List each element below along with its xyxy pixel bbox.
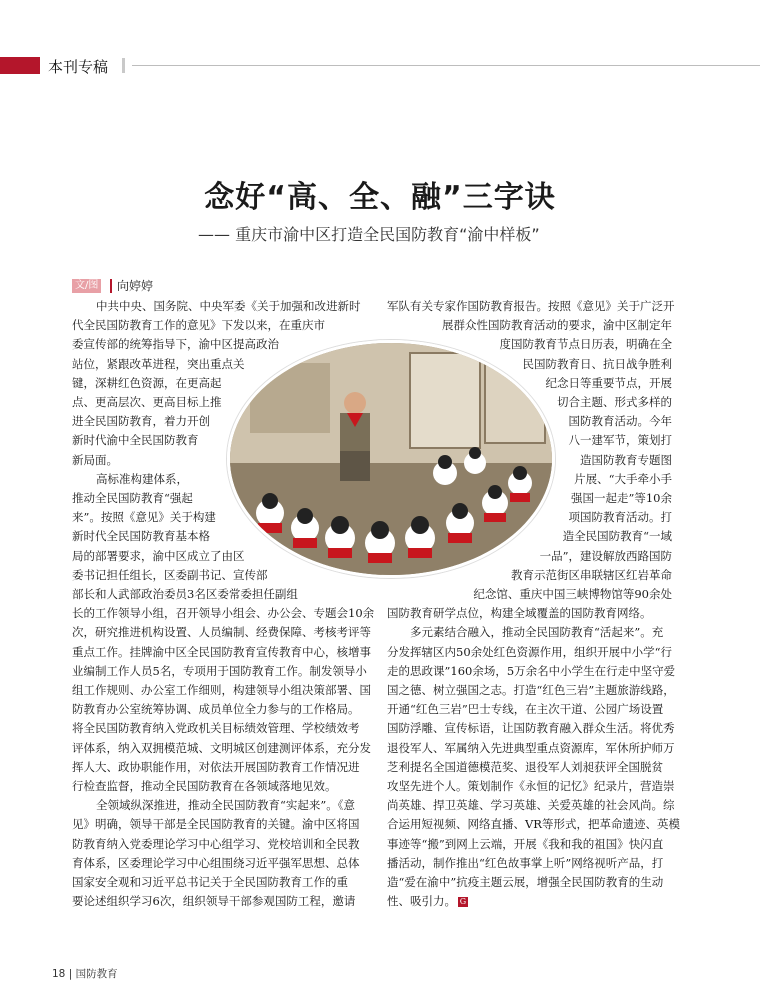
left-text-line: 站位，紧跟改革进程，突出重点关 — [72, 356, 245, 371]
left-text-line: 推动全民国防教育“强起 — [72, 491, 193, 505]
right-text-line: 强国一起走”等10余 — [570, 491, 672, 505]
left-text-line: 重点工作。挂牌渝中区全民国防教育宣传教育中心，核增事 — [72, 644, 371, 659]
page-number: 18 — [52, 968, 66, 980]
left-text-line: 键，深耕红色资源，在更高起 — [72, 375, 222, 390]
left-text-line: 次，研究推进机构设置、人员编制、经费保障、考核考评等 — [72, 625, 371, 640]
right-text-line: 多元素结合融入，推动全民国防教育“活起来”。充 — [410, 625, 664, 640]
left-text-line: 新局面。 — [72, 452, 118, 467]
left-text-line: 行检查监督，推动全民国防教育在各领域落地见效。 — [72, 779, 337, 793]
right-text-line: 事迹等“搬”到网上云端，开展《我和我的祖国》快闪直 — [387, 836, 664, 851]
left-text-line: 见》明确，领导干部是全民国防教育的关键。渝中区将国 — [72, 817, 360, 832]
right-text-line: 攻坚先进个人。策划制作《永恒的记忆》纪录片，营造崇 — [387, 779, 675, 793]
right-text-line: 片展、“大手牵小手 — [574, 471, 672, 486]
right-text-line: 国防教育活动。今年 — [568, 414, 672, 429]
left-text-line: 来”。按照《意见》关于构建 — [72, 510, 216, 525]
end-of-article-mark: G — [459, 897, 467, 907]
left-text-line: 要论述组织学习6次，组织领导干部参观国防工程，邀请 — [72, 894, 356, 909]
right-text-line: 走的思政课”160余场，5万余名中小学生在行走中坚守爱 — [387, 663, 676, 678]
article-title: 念好“高、全、融”三字诀 — [204, 180, 556, 215]
left-text-line: 国家安全观和习近平总书记关于全民国防教育工作的重 — [72, 875, 348, 889]
author-name: 向婷婷 — [117, 279, 154, 293]
page-folio — [52, 966, 118, 981]
section-label: 本刊专稿 — [48, 58, 109, 76]
left-text-line: 局的部署要求，渝中区成立了由区 — [72, 548, 245, 563]
right-text-line: 退役军人、军属纳入先进典型重点资源库，军休所护师万 — [387, 740, 675, 755]
header-divider — [122, 58, 125, 73]
right-text-line: 分发挥辖区内50余处红色资源作用，组织开展中小学“行 — [387, 644, 673, 659]
right-text-line: 播活动，制作推出“红色故事掌上听”网络视听产品，打 — [387, 855, 664, 870]
right-text-line: 纪念馆、重庆中国三峡博物馆等90余处 — [473, 587, 672, 601]
left-text-line: 代全民国防教育工作的意见》下发以来，在重庆市 — [72, 318, 325, 333]
right-text-line: 造“爱在渝中”抗疫主题云展，增强全民国防教育的生动 — [387, 875, 664, 889]
left-text-line: 新时代全民国防教育基本格 — [72, 529, 210, 544]
left-text-line: 部长和人武部政治委员3名区委常委担任副组 — [72, 587, 298, 601]
right-text-line: 度国防教育节点日历表，明确在全 — [499, 337, 672, 352]
right-text-line: 八一建军节，策划打 — [568, 433, 672, 448]
right-text-line: 造国防教育专题图 — [580, 452, 672, 467]
right-text-line: 展群众性国防教育活动的要求，渝中区制定年 — [442, 318, 672, 333]
left-text-line: 业编制工作人员5名，专项用于国防教育工作。制发领导小 — [72, 663, 367, 678]
left-text-line: 防教育纳入党委理论学习中心组学习、党校培训和全民教 — [72, 836, 360, 851]
publication-name: 国防教育 — [75, 968, 118, 980]
section-color-bar — [0, 57, 40, 74]
right-text-line: 造全民国防教育“一域 — [562, 529, 672, 544]
left-text-line: 进全民国防教育，着力开创 — [72, 414, 210, 429]
right-text-line: 军队有关专家作国防教育报告。按照《意见》关于广泛开 — [387, 299, 675, 313]
left-text-line: 委书记担任组长，区委副书记、宣传部 — [72, 567, 268, 582]
right-text-line: 国之德、树立强国之志。打造“红色三岩”主题旅游线路， — [387, 683, 675, 697]
folio-divider: | — [68, 968, 76, 980]
left-text-line: 评体系，纳入双拥模范城、文明城区创建测评体系，充分发 — [72, 740, 371, 755]
right-text-line: 性、吸引力。 G — [387, 894, 467, 909]
right-text-line: 纪念日等重要节点，开展 — [545, 375, 672, 390]
right-text-line: 国防教育研学点位，构建全域覆盖的国防教育网络。 — [387, 606, 652, 621]
left-text-line: 全领域纵深推进，推动全民国防教育“实起来”。《意 — [96, 798, 356, 813]
right-text-line: 开通“红色三岩”巴士专线，在主次干道、公园广场设置 — [387, 702, 664, 717]
left-text-line: 委宣传部的统筹指导下，渝中区提高政治 — [72, 337, 279, 352]
right-text-line: 一品”，建设解放西路国防 — [539, 548, 672, 563]
header-rule — [132, 65, 760, 66]
article-photo — [227, 340, 555, 578]
author-tag: 文/图 — [72, 279, 101, 293]
left-text-line: 育体系，区委理论学习中心组围绕习近平强军思想、总体 — [72, 855, 360, 870]
right-text-line: 项国防教育活动。打 — [568, 510, 672, 525]
left-text-line: 挥人大、政协职能作用，对依法开展国防教育工作情况进 — [72, 759, 360, 774]
right-text-line: 切合主题、形式多样的 — [557, 395, 672, 409]
author-divider — [110, 279, 112, 293]
left-text-line: 组工作规则、办公室工作细则，构建领导小组决策部署、国 — [72, 683, 371, 697]
article-subtitle: —— 重庆市渝中区打造全民国防教育“渝中样板” — [198, 225, 540, 244]
left-text-line: 长的工作领导小组，召开领导小组会、办公会、专题会10余 — [72, 606, 375, 621]
right-text-line: 民国防教育日、抗日战争胜利 — [522, 356, 672, 371]
right-text-line: 芝利提名全国道德模范奖、退役军人刘昶获评全国脱贫 — [387, 759, 663, 774]
right-text-line: 尚英雄、捍卫英雄、学习英雄、关爱英雄的社会风尚。综 — [387, 798, 675, 813]
left-text-line: 高标准构建体系， — [96, 471, 188, 486]
right-text-line: 合运用短视频、网络直播、VR等形式，把革命遗迹、英模 — [387, 817, 680, 832]
left-text-line: 防教育办公室统筹协调、成员单位全力参与的工作格局。 — [72, 702, 360, 717]
left-text-line: 新时代渝中全民国防教育 — [72, 433, 199, 448]
left-text-line: 中共中央、国务院、中央军委《关于加强和改进新时 — [96, 299, 361, 313]
right-text-line: 教育示范街区串联辖区红岩革命 — [511, 567, 672, 582]
right-text-line: 国防浮雕、宣传标语，让国防教育融入群众生活。将优秀 — [387, 721, 675, 736]
left-text-line: 点、更高层次、更高目标上推 — [72, 395, 222, 409]
left-text-line: 将全民国防教育纳入党政机关目标绩效管理、学校绩效考 — [72, 721, 360, 736]
